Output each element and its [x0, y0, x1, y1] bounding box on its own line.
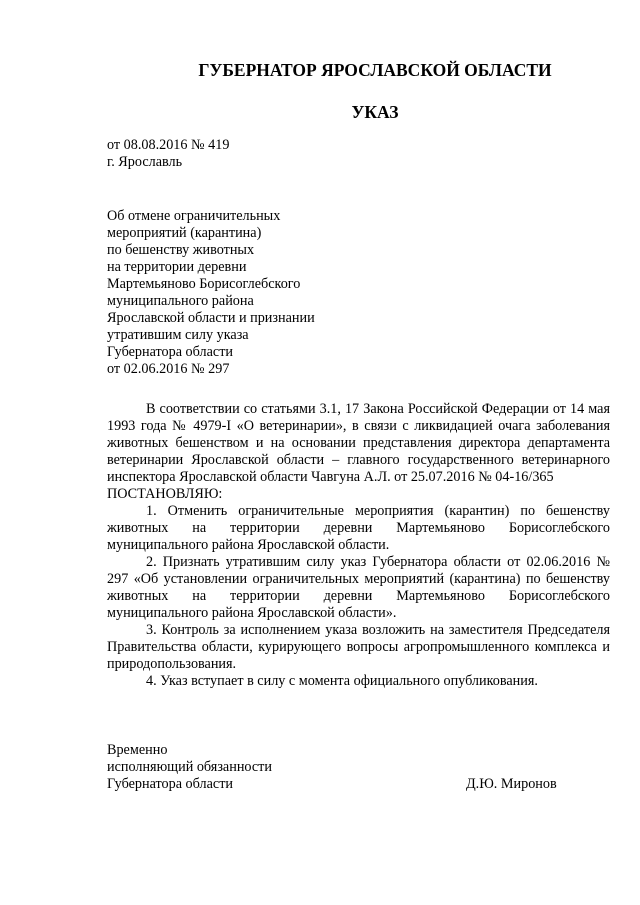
decree-item-4: 4. Указ вступает в силу с момента официального опубликования.: [146, 673, 538, 689]
document-date-number: от 08.08.2016 № 419: [107, 137, 230, 153]
subject-line: Мартемьяново Борисоглебского: [107, 276, 301, 292]
decree-item-2: 2. Признать утратившим силу указ Губернатора области от 02.06.2016 № 297 «Об установлении ограничительных мероприятий (карантина) по бешенству животных на территории деревни Мартемьяново Борисоглебского муниципального района Ярославской области».: [107, 554, 610, 621]
issuing-authority-title: ГУБЕРНАТОР ЯРОСЛАВСКОЙ ОБЛАСТИ: [198, 60, 552, 80]
document-type-title: УКАЗ: [351, 102, 399, 122]
decree-item-3: 3. Контроль за исполнением указа возложить на заместителя Председателя Правительства области, курирующего вопросы агропромышленного комплекса и природопользования.: [107, 622, 610, 672]
signer-position-line: исполняющий обязанности: [107, 759, 272, 775]
preamble-paragraph: В соответствии со статьями 3.1, 17 Закона Российской Федерации от 14 мая 1993 года № 4979-I «О ветеринарии», в связи с ликвидацией очага заболевания животных бешенством и на основании представления директора департамента ветеринарии Ярославской области – главного государственного ветеринарного инспектора Ярославской области Чавгуна А.Л. от 25.07.2016 № 04-16/365: [107, 401, 610, 485]
document-city: г. Ярославль: [107, 154, 183, 170]
subject-line: муниципального района: [107, 293, 254, 309]
subject-line: утратившим силу указа: [107, 327, 249, 343]
decree-item-1: 1. Отменить ограничительные мероприятия (карантин) по бешенству животных на территории деревни Мартемьяново Борисоглебского муниципального района Ярославской области.: [107, 503, 610, 553]
subject-line: Губернатора области: [107, 344, 233, 360]
subject-line: Ярославской области и признании: [107, 310, 315, 326]
subject-line: на территории деревни: [107, 259, 247, 275]
subject-line: по бешенству животных: [107, 242, 255, 258]
subject-line: Об отмене ограничительных: [107, 208, 281, 224]
signer-name: Д.Ю. Миронов: [466, 776, 557, 792]
subject-line: от 02.06.2016 № 297: [107, 361, 230, 377]
signer-position-line: Временно: [107, 742, 168, 758]
signer-position-line: Губернатора области: [107, 776, 233, 792]
decree-body: [107, 401, 610, 690]
decree-word: ПОСТАНОВЛЯЮ:: [107, 486, 223, 502]
subject-line: мероприятий (карантина): [107, 225, 262, 241]
